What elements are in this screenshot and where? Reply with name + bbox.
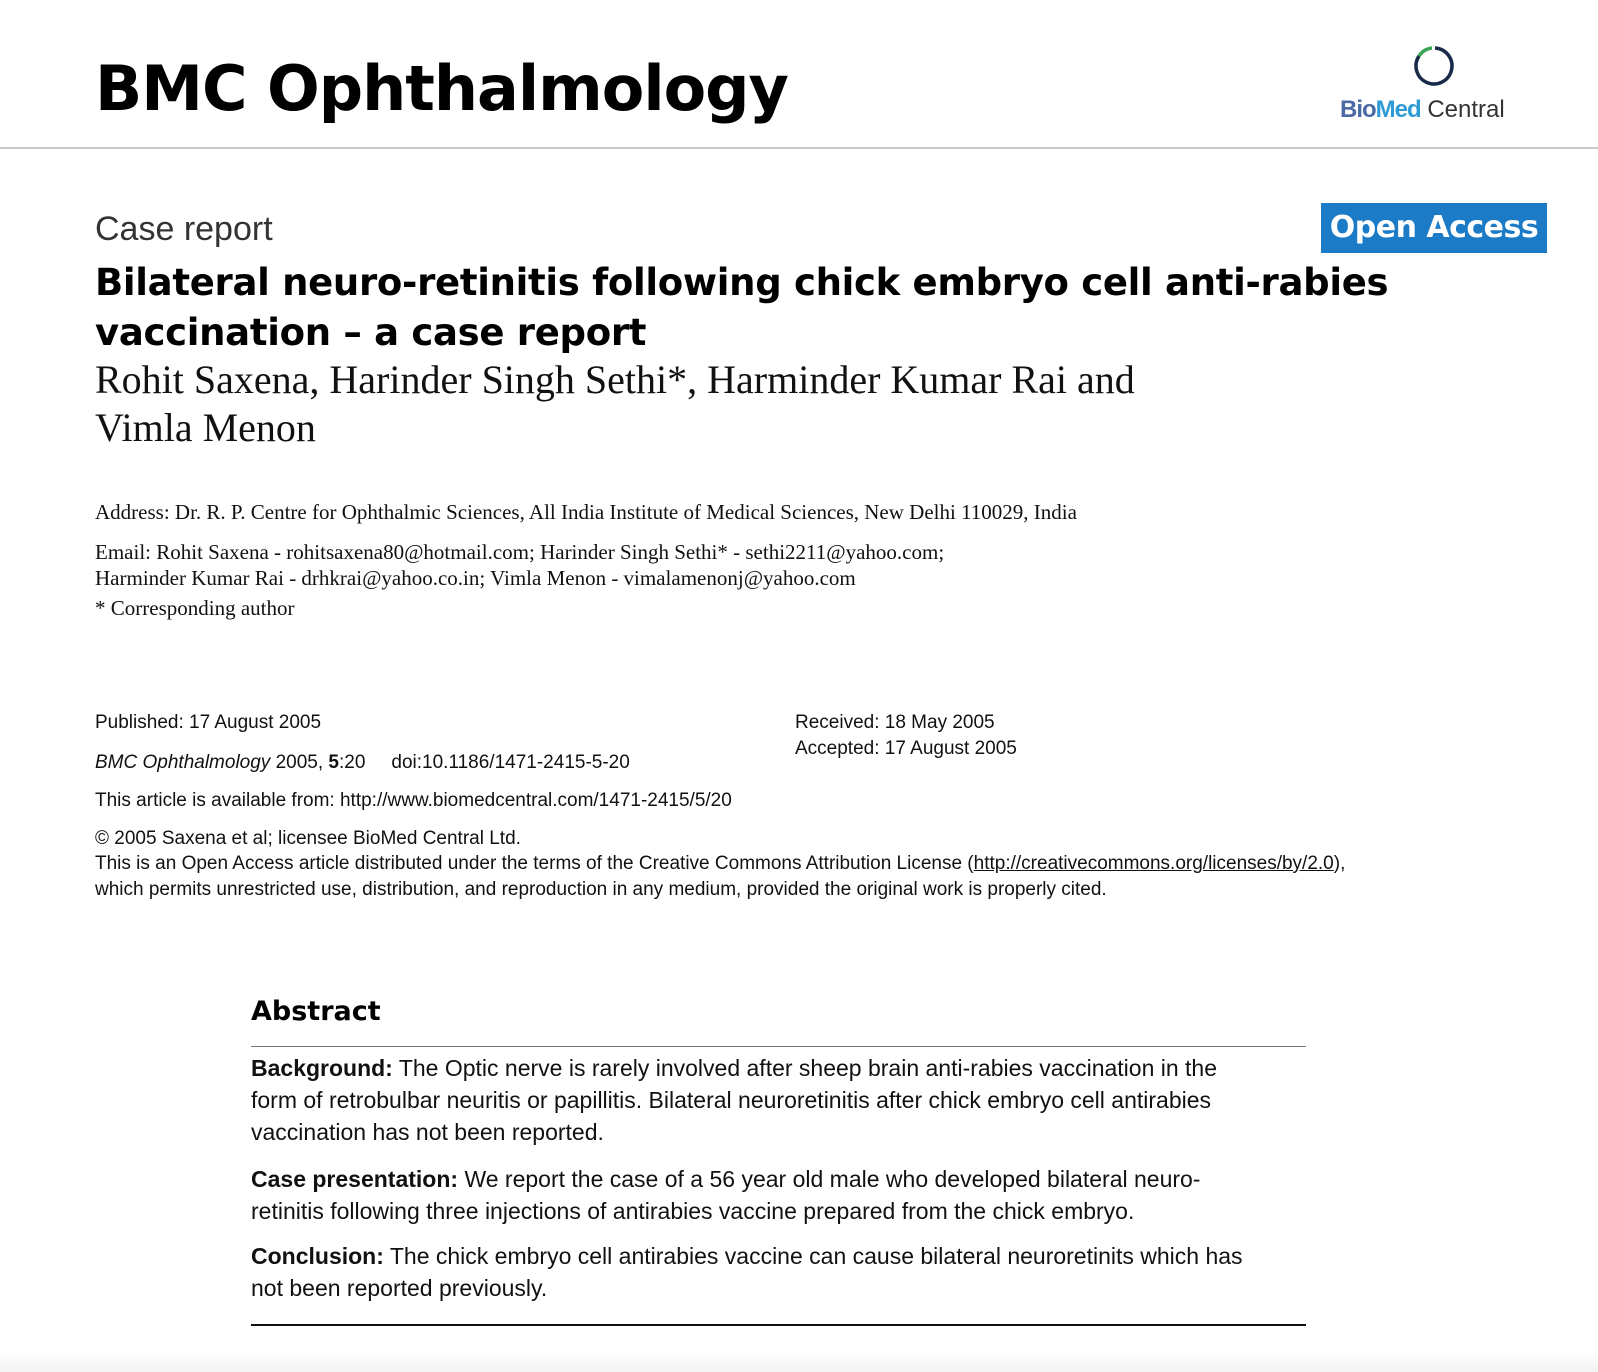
abstract-line: not been reported previously. (251, 1275, 548, 1301)
journal-title: BMC Ophthalmology (95, 52, 788, 125)
publisher-bio: Bio (1340, 96, 1376, 123)
article-url[interactable]: This article is available from: http://www.biomedcentral.com/1471-2415/5/20 (95, 790, 732, 811)
published-date: Published: 17 August 2005 (95, 712, 322, 733)
article-title-line: vaccination – a case report (95, 311, 647, 354)
biomed-ring-icon (1410, 44, 1460, 88)
publisher-central: Central (1427, 96, 1505, 123)
citation-year: 2005, (270, 752, 329, 773)
abstract-line: retinitis following three injections of antirabies vaccine prepared from the chick embryo. (251, 1198, 1135, 1224)
abstract-divider (251, 1046, 1306, 1047)
citation (95, 752, 630, 774)
license-link[interactable]: http://creativecommons.org/licenses/by/2.0 (973, 853, 1334, 874)
license-line: which permits unrestricted use, distribution, and reproduction in any medium, provided the original work is properly cited. (95, 879, 1107, 900)
article-title-line: Bilateral neuro-retinitis following chick embryo cell anti-rabies (95, 261, 1389, 304)
abstract-label: Case presentation: (251, 1166, 459, 1192)
page-bottom-shade (0, 1352, 1598, 1372)
citation-volume: 5 (328, 752, 339, 773)
abstract-label: Conclusion: (251, 1243, 384, 1269)
abstract-conclusion (251, 1240, 1306, 1304)
license-suffix: ), (1333, 853, 1346, 874)
author-line: Vimla Menon (95, 405, 316, 450)
header-divider (0, 147, 1598, 149)
author-address: Address: Dr. R. P. Centre for Ophthalmic Sciences, All India Institute of Medical Sciences, New Delhi 110029, India (95, 500, 1077, 524)
publisher-logo[interactable] (1340, 44, 1530, 128)
abstract-bottom-divider (251, 1324, 1306, 1326)
abstract-heading: Abstract (251, 996, 381, 1027)
corresponding-author-note: * Corresponding author (95, 596, 295, 620)
copyright: © 2005 Saxena et al; licensee BioMed Central Ltd. (95, 828, 521, 849)
publisher-name (1340, 96, 1505, 124)
abstract-background (251, 1052, 1306, 1148)
abstract-line: form of retrobulbar neuritis or papillitis. Bilateral neuroretinitis after chick embryo cell antirabies (251, 1087, 1212, 1113)
doi[interactable]: doi:10.1186/1471-2415-5-20 (391, 752, 630, 773)
abstract-text: We report the case of a 56 year old male who developed bilateral neuro- (458, 1166, 1201, 1192)
license-prefix: This is an Open Access article distributed under the terms of the Creative Commons Attribution License ( (95, 853, 974, 874)
abstract-text: The Optic nerve is rarely involved after sheep brain anti-rabies vaccination in the (392, 1055, 1218, 1081)
author-list (95, 356, 1395, 452)
abstract-line: vaccination has not been reported. (251, 1119, 604, 1145)
citation-article: :20 (338, 752, 366, 773)
abstract-text: The chick embryo cell antirabies vaccine can cause bilateral neuroretinits which has (383, 1243, 1243, 1269)
email-line: Email: Rohit Saxena - rohitsaxena80@hotmail.com; Harinder Singh Sethi* - sethi2211@yahoo.com; (95, 540, 945, 564)
abstract-line (251, 1163, 1306, 1195)
abstract-line (251, 1052, 1306, 1084)
license-line (95, 853, 1345, 875)
author-line: Rohit Saxena, Harinder Singh Sethi*, Harminder Kumar Rai and (95, 357, 1135, 402)
received-date: Received: 18 May 2005 (795, 712, 995, 733)
accepted-date: Accepted: 17 August 2005 (795, 738, 1017, 759)
citation-journal: BMC Ophthalmology (95, 752, 271, 773)
abstract-line (251, 1240, 1306, 1272)
email-line: Harminder Kumar Rai - drhkrai@yahoo.co.in; Vimla Menon - vimalamenonj@yahoo.com (95, 566, 856, 590)
abstract-case-presentation (251, 1163, 1306, 1227)
article-type: Case report (95, 210, 273, 248)
publisher-med: Med (1375, 96, 1421, 123)
open-access-badge: Open Access (1321, 203, 1547, 253)
article-title (95, 258, 1495, 358)
abstract-label: Background: (251, 1055, 393, 1081)
